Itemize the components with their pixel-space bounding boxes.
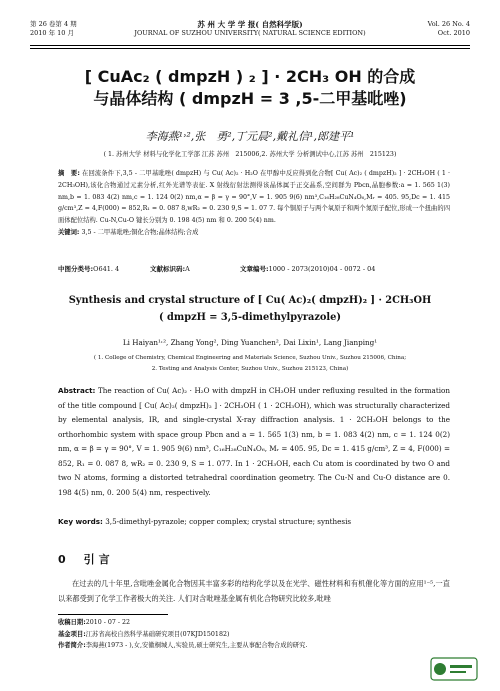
title-cn-line1: [ CuAc₂ ( dmpzH ) ₂ ] · 2CH₃ OH 的合成 xyxy=(84,67,416,86)
section-title: 引言 xyxy=(83,553,114,566)
keywords-cn: 3,5 - 二甲基吡唑;铜化合物;晶体结构;合成 xyxy=(81,228,199,236)
footnote-rule xyxy=(58,614,168,615)
header-rule-thin xyxy=(30,48,470,49)
volume-issue-cn: 第 26 卷第 4 期 xyxy=(30,20,77,28)
header-rule xyxy=(30,45,470,46)
journal-name-en: JOURNAL OF SUZHOU UNIVERSITY( NATURAL SCIENCE EDITION) xyxy=(134,29,366,37)
doc-code-label: 文献标识码: xyxy=(150,265,186,273)
footnote-author xyxy=(58,640,450,652)
date-cn: 2010 年 10 月 xyxy=(30,29,75,37)
affiliation-en xyxy=(30,353,470,375)
intro-paragraph: 在过去的几十年里,含吡唑金属化合物因其丰富多彩的结构化学以及在光学、磁性材料和有机催化等方面的应用¹⁻⁵,一直以来都受到了化学工作者极大的关注. 人们对含吡唑基金属有机化合物研究比较多,吡唑 xyxy=(58,579,450,603)
received-label: 收稿日期: xyxy=(58,619,86,626)
date-en: Oct. 2010 xyxy=(437,29,470,37)
title-en xyxy=(30,292,470,326)
footnote-fund xyxy=(58,629,450,641)
abstract-en-label: Abstract: xyxy=(58,386,96,395)
authors-cn: 李海燕¹˒²,张 勇²,丁元晨²,戴礼信¹,郎建平¹ xyxy=(145,130,355,143)
watermark-stamp-icon xyxy=(430,657,478,681)
abstract-cn-label: 摘 要: xyxy=(58,170,80,177)
abstract-cn-text: 在回流条件下,3,5 - 二甲基吡唑( dmpzH) 与 Cu( Ac)₂ · H₂O 在甲醇中反应得到化合物[ Cu( Ac)₂ ( dmpzH)₂ ] · 2CH₃OH ( 1 · 2CH₃OH),该化合物通过元素分析,红外光谱等表征. X 射线衍射法测得该晶体属于正交晶系,空间群为 Pbcn,晶胞参数:a = 1. 565 1(3) nm,b = 1. 083 4(2) nm,c = 1. 124 0(2) nm,α = β = γ = 90°,V = 1. 905 9(6) nm³,C₁₆H₂₈CuN₄O₆,Mᵣ = 405. 95,Dc = 1. 415 g/cm³,Z = 4,F(000) = 852,R₁ = 0. 087 8,wR₂ = 0. 230 9,S = 1. 07 7. 每个铜原子与两个氧原子和两个氮原子配位,形成一个扭曲的四面体配位结构. Cu-N,Cu-O 键长分别为 0. 198 4(5) nm 和 0. 200 5(4) nm. xyxy=(58,170,450,225)
abstract-en-text: The reaction of Cu( Ac)₂ · H₂O with dmpzH in CH₃OH under refluxing resulted in the formation of the title compound [ Cu( Ac)₂( dmpzH)₂ ] · 2CH₃OH ( 1 · 2CH₃OH), which was structurally characterized by elemental analysis, IR, and single-crystal X-ray diffraction analysis. 1 · 2CH₃OH belongs to the orthorhombic system with space group Pbcn and a = 1. 565 1(3) nm, b = 1. 083 4(2) nm, c = 1. 124 0(2) nm, α = β = γ = 90°, V = 1. 905 9(6) nm³, C₁₆H₂₈CuN₄O₆, Mᵣ = 405. 95, Dc = 1. 415 g/cm³, Z = 4, F(000) = 852, R₁ = 0. 087 8, wR₂ = 0. 230 9, S = 1. 077. In 1 · 2CH₃OH, each Cu atom is coordinated by two O and two N atoms, forming a distorted tetrahedral coordination geometry. The Cu-N and Cu-O distance are 0. 198 4(5) nm, 0. 200 5(4) nm, respectively. xyxy=(58,386,450,497)
article-number xyxy=(240,264,375,273)
affiliation-en-line1: ( 1. College of Chemistry, Chemical Engineering and Materials Science, Suzhou Univ., Suzhou 215006, China; xyxy=(93,355,407,361)
header-center xyxy=(30,20,470,38)
fund-label: 基金项目: xyxy=(58,630,86,638)
abstract-cn xyxy=(58,168,450,239)
authors-en: Li Haiyan¹˒², Zhang Yong², Ding Yuanchen², Dai Lixin¹, Lang Jianping¹ xyxy=(122,338,378,347)
clc-code xyxy=(58,264,119,273)
received-date: 2010 - 07 - 22 xyxy=(85,619,131,626)
title-en-line2: ( dmpzH = 3,5-dimethylpyrazole) xyxy=(158,312,342,323)
title-cn xyxy=(30,66,470,110)
affiliation-en-line2: 2. Testing and Analysis Center, Suzhou Univ., Suzhou 215123, China) xyxy=(151,366,349,372)
keywords-en: 3,5-dimethyl-pyrazole; copper complex; crystal structure; synthesis xyxy=(105,517,352,526)
article-no-value: 1000 - 2073(2010)04 - 0072 - 04 xyxy=(268,265,376,273)
affiliation-cn: ( 1. 苏州大学 材料与化学化工学部 江苏 苏州 215006,2. 苏州大学 分析测试中心,江苏 苏州 215123) xyxy=(103,151,397,158)
footnotes xyxy=(58,617,450,652)
title-en-line1: Synthesis and crystal structure of [ Cu( Ac)₂( dmpzH)₂ ] · 2CH₃OH xyxy=(68,295,432,306)
clc-value: O641. 4 xyxy=(93,265,120,273)
article-no-label: 文章编号: xyxy=(240,265,269,273)
keywords-en-label: Key words: xyxy=(58,517,103,526)
keywords-en-row xyxy=(58,517,450,526)
fund-text: 江苏省高校自然科学基础研究项目(07KJD150182) xyxy=(85,630,230,638)
volume-issue-en: Vol. 26 No. 4 xyxy=(427,20,470,28)
author-bio: 李海燕(1973 - ),女,安徽桐城人,实验员,硕士研究生,主要从事配合物合成的研究. xyxy=(85,642,308,649)
abstract-en xyxy=(58,384,450,500)
clc-label: 中图分类号: xyxy=(58,265,94,273)
footnote-received xyxy=(58,617,450,629)
title-cn-line2: 与晶体结构 ( dmpzH = 3 ,5-二甲基吡唑) xyxy=(93,89,407,108)
section-heading xyxy=(58,551,114,567)
header-right xyxy=(428,20,470,38)
journal-name-cn: 苏 州 大 学 学 报( 自然科学版) xyxy=(197,20,303,29)
doc-code-value: A xyxy=(185,265,190,273)
author-label: 作者简介: xyxy=(58,642,86,649)
section-number: 0 xyxy=(58,553,66,566)
doc-code xyxy=(150,264,190,273)
keywords-cn-label: 关键词: xyxy=(58,228,80,236)
